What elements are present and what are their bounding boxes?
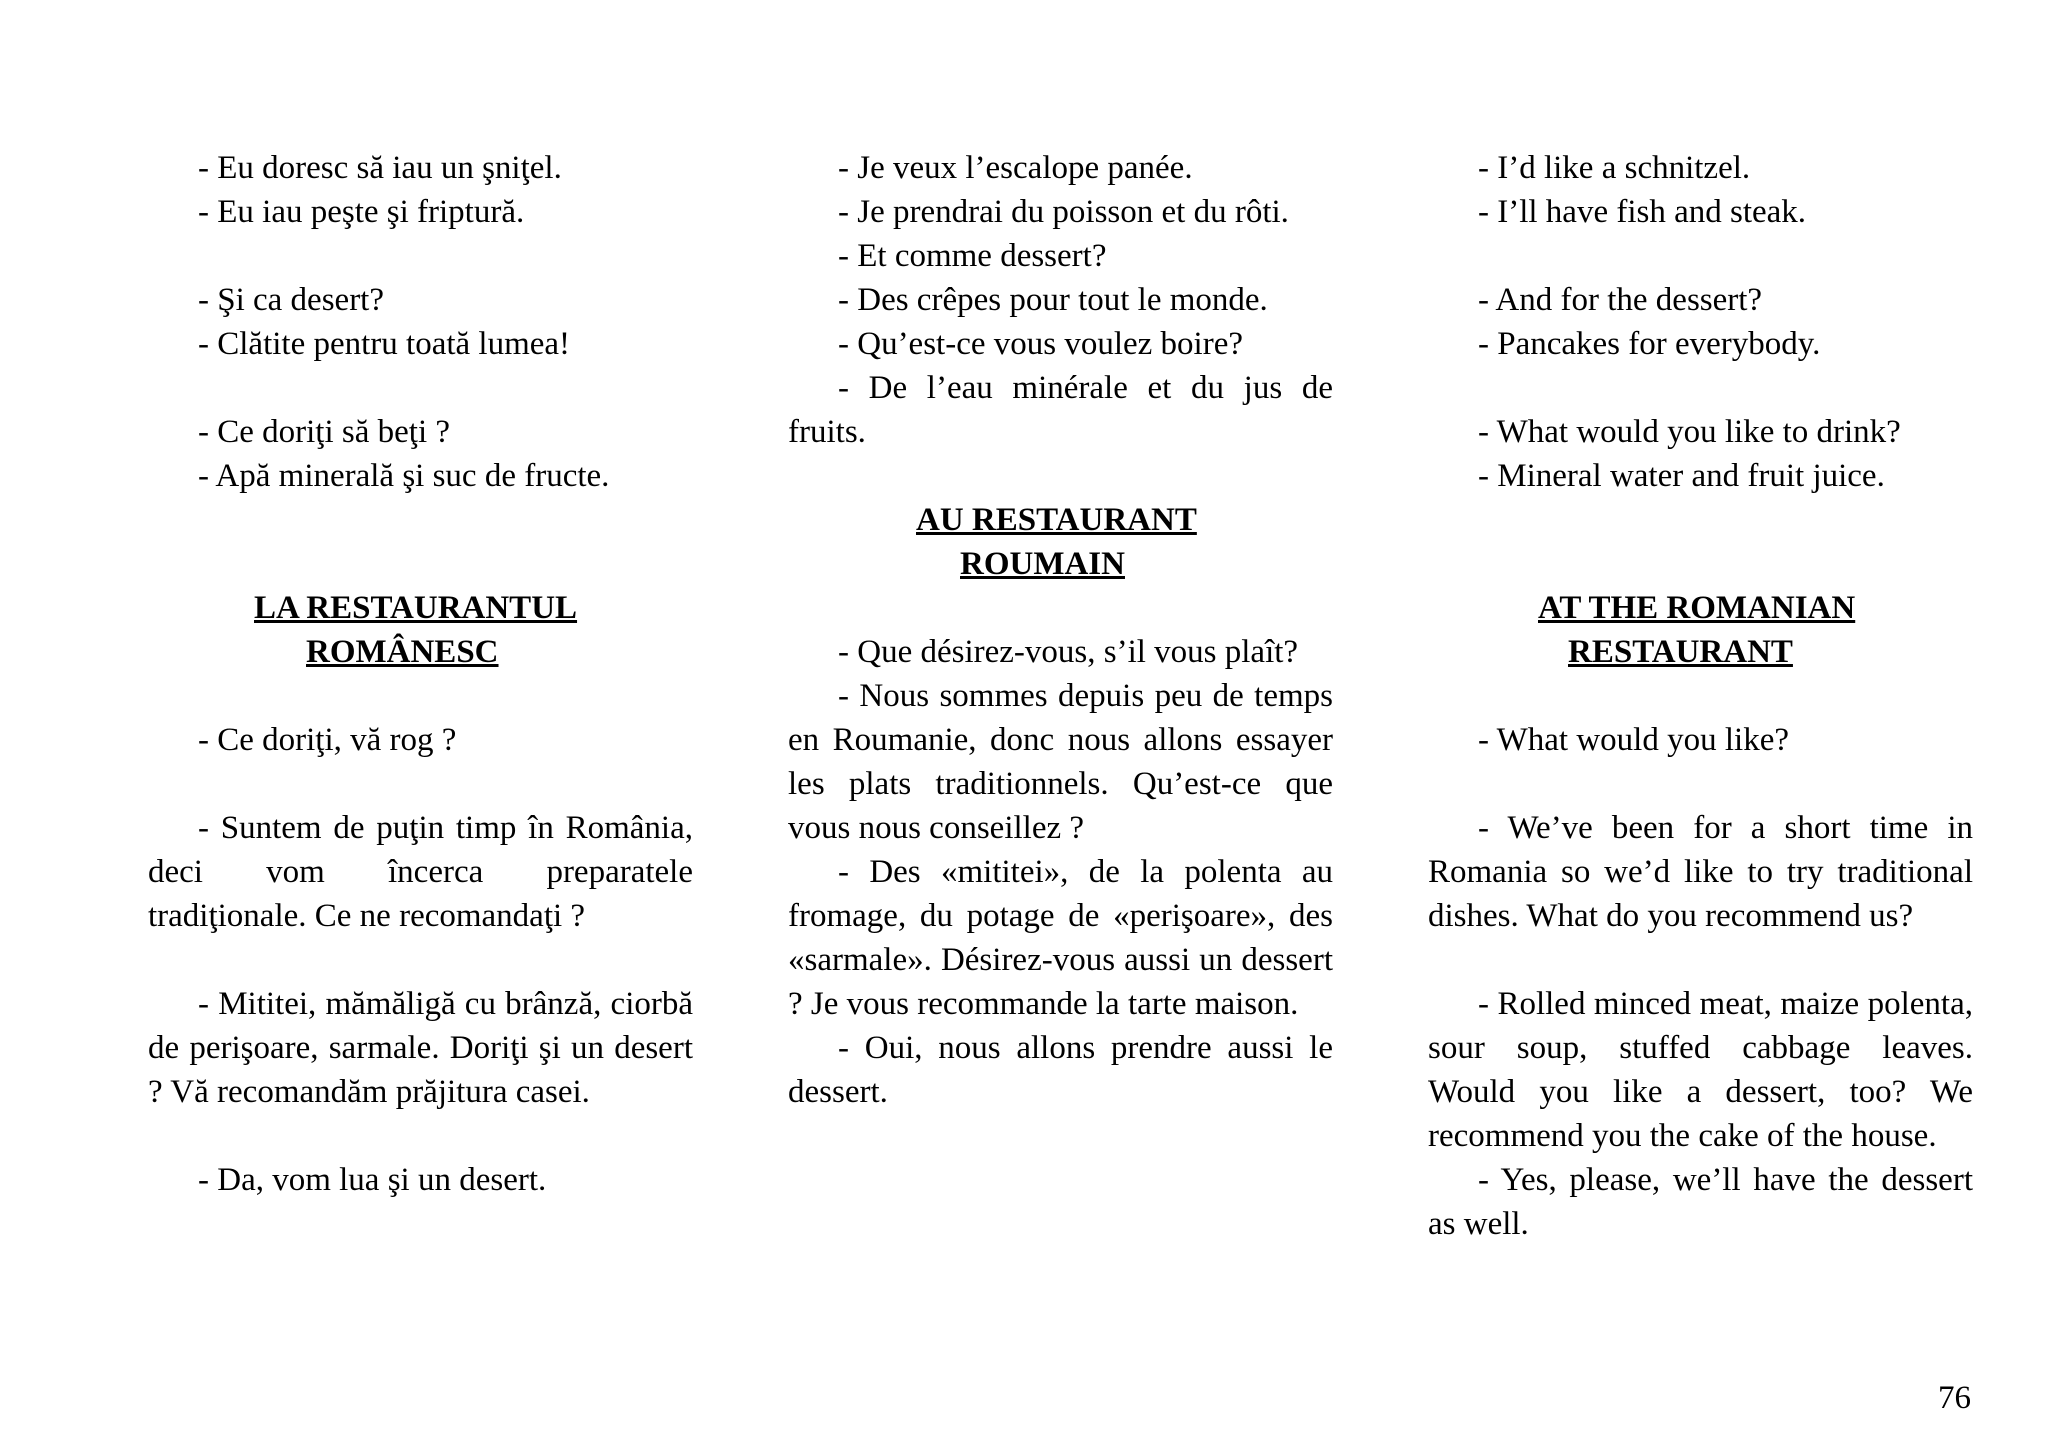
page-number: 76 (1938, 1380, 1971, 1416)
paragraph: - Que désirez-vous, s’il vous plaît? (838, 634, 1299, 670)
heading-line: AU RESTAURANT (916, 502, 1197, 538)
heading-line: ROMÂNESC (306, 634, 499, 670)
text-line: - What would you like? (1478, 722, 1789, 758)
column-french (788, 146, 1333, 1114)
text-line: - Je veux l’escalope panée. (838, 150, 1193, 186)
section-heading (788, 498, 1333, 586)
heading-line: AT THE ROMANIAN (1538, 590, 1856, 626)
heading-line: RESTAURANT (1568, 634, 1793, 670)
paragraph: - Rolled minced meat, maize polenta, sour soup, stuffed cabbage leaves. Would you like a dessert, too? We recommend you the cake of the house. (1428, 986, 1973, 1154)
text-line: - I’d like a schnitzel. (1478, 150, 1751, 186)
paragraph: - Des «mititei», de la polenta au fromage, du potage de «perişoare», des «sarmale». Désirez-vous aussi un dessert ? Je vous recommande la tarte maison. (788, 854, 1333, 1022)
text-line: - Ce doriţi, vă rog ? (198, 722, 457, 758)
text-line: - Qu’est-ce vous voulez boire? (838, 326, 1244, 362)
text-line: - And for the dessert? (1478, 282, 1763, 318)
text-line: - Eu iau peşte şi friptură. (198, 194, 525, 230)
text-line: - Et comme dessert? (838, 238, 1107, 274)
text-line: - Pancakes for everybody. (1478, 326, 1821, 362)
text-line: - I’ll have fish and steak. (1478, 194, 1807, 230)
section-heading (148, 586, 693, 674)
heading-line: ROUMAIN (960, 546, 1125, 582)
column-english (1428, 146, 1973, 1246)
paragraph: - Nous sommes depuis peu de temps en Roumanie, donc nous allons essayer les plats traditionnels. Qu’est-ce que vous nous conseillez ? (788, 678, 1333, 846)
text-line: - Clătite pentru toată lumea! (198, 326, 571, 362)
paragraph: - We’ve been for a short time in Romania so we’d like to try traditional dishes. What do you recommend us? (1428, 810, 1973, 934)
text-line: - What would you like to drink? (1478, 414, 1901, 450)
heading-line: LA RESTAURANTUL (254, 590, 578, 626)
text-line: - Mineral water and fruit juice. (1478, 458, 1885, 494)
paragraph: - Je prendrai du poisson et du rôti. (838, 194, 1289, 230)
text-line: - Ce doriţi să beţi ? (198, 414, 451, 450)
paragraph: - Yes, please, we’ll have the dessert as well. (1428, 1162, 1973, 1242)
paragraph: - Suntem de puţin timp în România, deci vom încerca preparatele tradiţionale. Ce ne recomandaţi ? (148, 810, 693, 934)
paragraph: - Des crêpes pour tout le monde. (838, 282, 1268, 318)
text-line: - Da, vom lua şi un desert. (198, 1162, 547, 1198)
paragraph: - Mititei, mămăligă cu brânză, ciorbă de perişoare, sarmale. Doriţi şi un desert ? Vă recomandăm prăjitura casei. (148, 986, 693, 1110)
text-line: - Şi ca desert? (198, 282, 384, 318)
paragraph: - Oui, nous allons prendre aussi le dessert. (788, 1030, 1333, 1110)
section-heading (1428, 586, 1973, 674)
text-line: - Apă minerală şi suc de fructe. (198, 458, 610, 494)
paragraph: - De l’eau minérale et du jus de fruits. (788, 370, 1333, 450)
text-line: - Eu doresc să iau un şniţel. (198, 150, 562, 186)
column-romanian (148, 146, 693, 1202)
